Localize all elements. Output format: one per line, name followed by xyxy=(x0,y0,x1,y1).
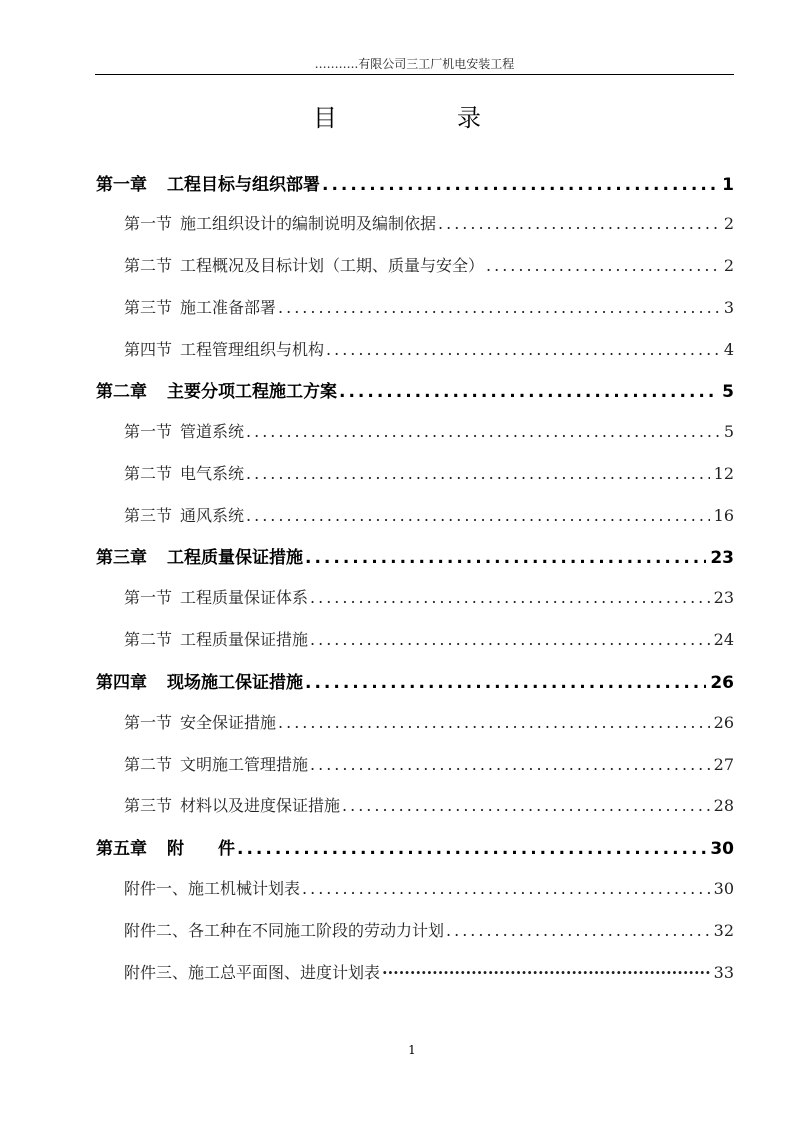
dot-leader xyxy=(310,755,710,774)
section-number: 第一节 xyxy=(124,422,173,441)
toc-entry-label xyxy=(124,627,308,650)
page-number: 2 xyxy=(723,256,734,275)
chapter-title: 工程质量保证措施 xyxy=(167,548,303,568)
page-number: 26 xyxy=(713,713,734,732)
page-number: 26 xyxy=(710,673,734,693)
dot-leader xyxy=(382,963,710,982)
dot-leader xyxy=(278,298,720,317)
page-number: 23 xyxy=(713,588,734,607)
dot-leader xyxy=(302,879,710,898)
toc-section-entry[interactable] xyxy=(124,793,734,816)
toc-section-entry[interactable] xyxy=(124,419,734,442)
chapter-title: 附 件 xyxy=(167,839,235,859)
section-number: 第二节 xyxy=(124,256,173,275)
section-title: 工程质量保证措施 xyxy=(180,630,309,649)
dot-leader xyxy=(438,214,720,233)
section-number: 第二节 xyxy=(124,630,173,649)
toc-entry-label xyxy=(96,377,337,402)
dot-leader xyxy=(339,382,718,402)
page-number: 23 xyxy=(710,548,734,568)
toc-entry-label xyxy=(124,585,308,608)
dot-leader xyxy=(246,422,720,441)
section-title: 施工组织设计的编制说明及编制依据 xyxy=(180,214,437,233)
section-number: 第四节 xyxy=(124,340,173,359)
section-number: 第二节 xyxy=(124,464,173,483)
toc-entry-label xyxy=(124,211,436,234)
page-number: 27 xyxy=(713,755,734,774)
dot-leader xyxy=(237,839,706,859)
section-title: 管道系统 xyxy=(180,422,245,441)
page-number: 5 xyxy=(723,422,734,441)
page-number: 24 xyxy=(713,630,734,649)
chapter-title: 现场施工保证措施 xyxy=(167,673,303,693)
toc-entry-label xyxy=(124,752,308,775)
chapter-title: 主要分项工程施工方案 xyxy=(167,382,337,402)
page-number: 1 xyxy=(722,175,734,195)
toc-entry-label xyxy=(96,170,320,195)
toc-entry-label xyxy=(96,543,303,568)
toc-chapter-entry[interactable] xyxy=(96,668,734,693)
toc-section-entry[interactable] xyxy=(124,585,734,608)
page-number: 30 xyxy=(710,839,734,859)
page-number: 5 xyxy=(722,382,734,402)
appendix-title: 附件二、各工种在不同施工阶段的劳动力计划 xyxy=(124,921,445,940)
toc-appendix-entry[interactable] xyxy=(124,876,734,899)
section-title: 安全保证措施 xyxy=(180,713,277,732)
section-title: 通风系统 xyxy=(180,506,245,525)
toc-section-entry[interactable] xyxy=(124,295,734,318)
toc-entry-label xyxy=(96,668,303,693)
section-title: 工程概况及目标计划（工期、质量与安全） xyxy=(180,256,485,275)
toc-chapter-entry[interactable] xyxy=(96,377,734,402)
toc-entry-label xyxy=(124,419,244,442)
page-number-footer: 1 xyxy=(408,1043,416,1057)
page-number: 12 xyxy=(713,464,734,483)
toc-section-entry[interactable] xyxy=(124,752,734,775)
toc-section-entry[interactable] xyxy=(124,461,734,484)
toc-entry-label xyxy=(124,461,244,484)
header-rule xyxy=(95,74,734,75)
dot-leader xyxy=(446,921,710,940)
section-number: 第二节 xyxy=(124,755,173,774)
toc-entry-label xyxy=(124,337,324,360)
dot-leader xyxy=(310,630,710,649)
page-number: 28 xyxy=(713,796,734,815)
page-number: 30 xyxy=(713,879,734,898)
page-number: 16 xyxy=(713,506,734,525)
toc-section-entry[interactable] xyxy=(124,211,734,234)
section-number: 第一节 xyxy=(124,214,173,233)
section-number: 第三节 xyxy=(124,506,173,525)
dot-leader xyxy=(342,796,710,815)
dot-leader xyxy=(310,588,710,607)
appendix-title: 附件三、施工总平面图、进度计划表 xyxy=(124,963,381,982)
chapter-number: 第四章 xyxy=(96,673,147,693)
dot-leader xyxy=(246,464,710,483)
toc-chapter-entry[interactable] xyxy=(96,543,734,568)
section-title: 工程管理组织与机构 xyxy=(180,340,325,359)
chapter-number: 第一章 xyxy=(96,175,147,195)
section-number: 第三节 xyxy=(124,298,173,317)
toc-entry-label xyxy=(96,834,235,859)
toc-section-entry[interactable] xyxy=(124,253,734,276)
dot-leader xyxy=(322,175,718,195)
section-title: 电气系统 xyxy=(180,464,245,483)
dot-leader xyxy=(305,673,706,693)
toc-chapter-entry[interactable] xyxy=(96,170,734,195)
section-number: 第三节 xyxy=(124,796,173,815)
appendix-title: 附件一、施工机械计划表 xyxy=(124,879,301,898)
page-number: 4 xyxy=(723,340,734,359)
section-number: 第一节 xyxy=(124,713,173,732)
section-number: 第一节 xyxy=(124,588,173,607)
chapter-number: 第五章 xyxy=(96,839,147,859)
dot-leader xyxy=(305,548,706,568)
section-title: 施工准备部署 xyxy=(180,298,277,317)
toc-section-entry[interactable] xyxy=(124,503,734,526)
toc-section-entry[interactable] xyxy=(124,337,734,360)
dot-leader xyxy=(246,506,710,525)
chapter-number: 第三章 xyxy=(96,548,147,568)
dot-leader xyxy=(486,256,720,275)
toc-title: 目 录 xyxy=(313,104,529,132)
dot-leader xyxy=(278,713,710,732)
toc-appendix-entry[interactable] xyxy=(124,960,734,983)
page-number: 33 xyxy=(713,963,734,982)
toc-entry-label xyxy=(124,793,340,816)
page-number: 3 xyxy=(723,298,734,317)
toc-entry-label xyxy=(124,503,244,526)
page-number: 2 xyxy=(723,214,734,233)
section-title: 文明施工管理措施 xyxy=(180,755,309,774)
toc-entry-label xyxy=(124,253,484,276)
chapter-number: 第二章 xyxy=(96,382,147,402)
running-header: ………..有限公司三工厂机电安装工程 xyxy=(314,57,515,71)
dot-leader xyxy=(326,340,720,359)
toc-entry-label xyxy=(124,710,276,733)
section-title: 工程质量保证体系 xyxy=(180,588,309,607)
chapter-title: 工程目标与组织部署 xyxy=(167,175,320,195)
section-title: 材料以及进度保证措施 xyxy=(180,796,341,815)
toc-section-entry[interactable] xyxy=(124,710,734,733)
page-number: 32 xyxy=(713,921,734,940)
toc-entry-label xyxy=(124,295,276,318)
toc-section-entry[interactable] xyxy=(124,627,734,650)
toc-appendix-entry[interactable] xyxy=(124,918,734,941)
toc-chapter-entry[interactable] xyxy=(96,834,734,859)
